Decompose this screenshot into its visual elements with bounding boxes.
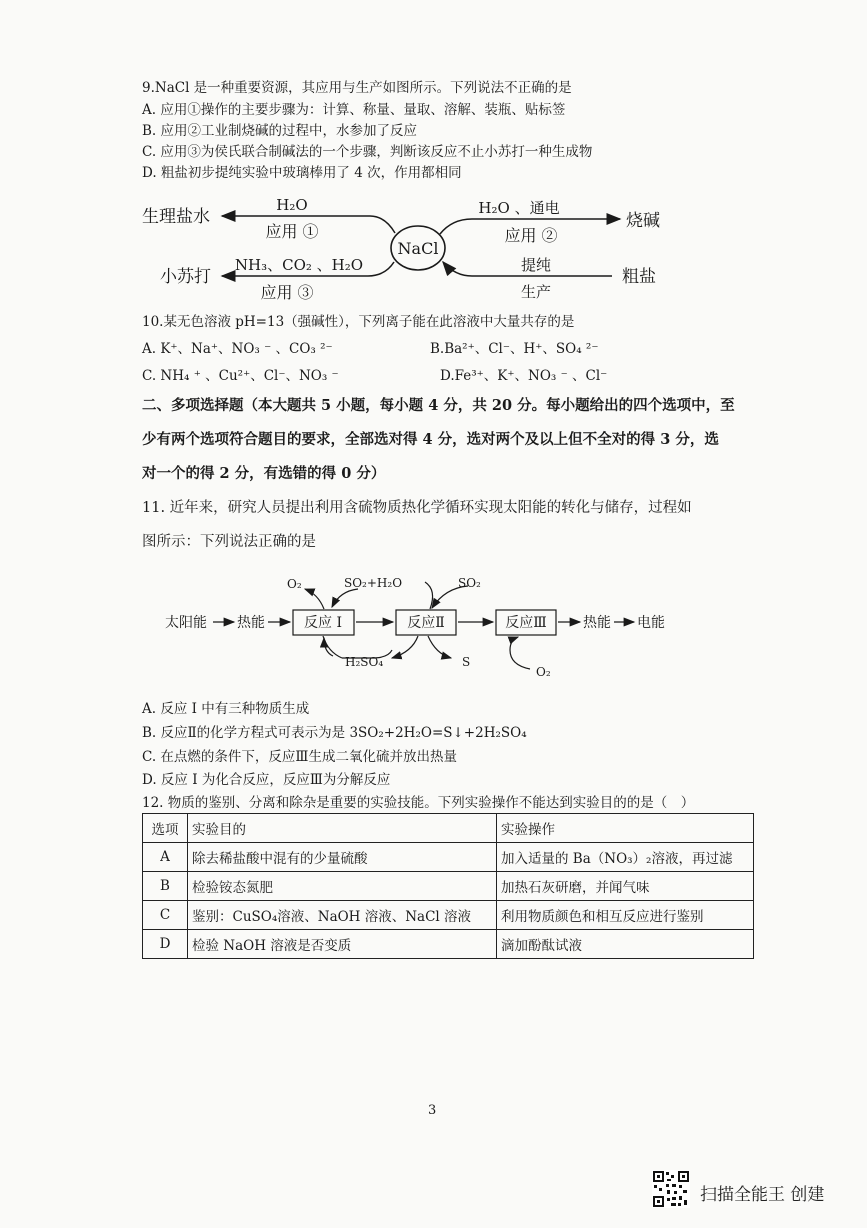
o2-reactant: O₂ [536,665,551,679]
q11-option-a: A. 反应 I 中有三种物质生成 [142,701,310,717]
q11-stem-line1: 11. 近年来，研究人员提出利用含硫物质热化学循环实现太阳能的转化与储存，过程如 [142,500,692,516]
crude-salt-source: 粗盐 [622,267,656,287]
q11-option-d: D. 反应 I 为化合反应，反应Ⅲ为分解反应 [142,772,391,788]
q9-option-b: B. 应用②工业制烧碱的过程中，水参加了反应 [142,123,418,139]
heat-energy-2: 热能 [583,615,611,631]
row-option: B [143,872,188,901]
q10-option-a: A. K⁺、Na⁺、NO₃ ⁻ 、CO₃ ²⁻ [142,341,333,357]
q9-stem: 9.NaCl 是一种重要资源，其应用与生产如图所示。下列说法不正确的是 [142,80,572,96]
row-operation: 滴加酚酞试液 [497,930,754,959]
o2-product: O₂ [287,577,302,591]
row-operation: 加入适量的 Ba（NO₃）₂溶液，再过滤 [497,843,754,872]
q11-option-c: C. 在点燃的条件下，反应Ⅲ生成二氧化硫并放出热量 [142,749,457,765]
page-number: 3 [428,1103,437,1118]
table-row [143,872,754,901]
q12-stem: 12. 物质的鉴别、分离和除杂是重要的实验技能。下列实验操作不能达到实验目的的是（ ） [142,795,695,811]
arrow-r2-to-s [428,636,451,658]
section2-line1: 二、多项选择题（本大题共 5 小题，每小题 4 分，共 20 分。每小题给出的四个选项中，至 [142,397,735,414]
row-operation: 加热石灰研磨，并闻气味 [497,872,754,901]
q10-option-d: D.Fe³⁺、K⁺、NO₃ ⁻ 、Cl⁻ [440,368,608,384]
row-option: C [143,901,188,930]
q9-option-a: A. 应用①操作的主要步骤为：计算、称量、量取、溶解、装瓶、贴标签 [142,102,566,118]
arrow-r1-to-o2 [305,589,324,609]
header-purpose: 实验目的 [188,814,497,843]
table-header-row [143,814,754,843]
caustic-soda-product: 烧碱 [626,211,660,231]
reaction-2-label: 反应Ⅱ [407,615,445,631]
scanner-watermark: 扫描全能王 创建 [700,1185,825,1205]
row-option: D [143,930,188,959]
reaction-3-label: 反应Ⅲ [505,615,547,631]
reaction-1-label: 反应 I [304,615,342,631]
section2-line2: 少有两个选项符合题目的要求，全部选对得 4 分，选对两个及以上但不全对的得 3 分，选 [142,431,719,448]
row-purpose: 除去稀盐酸中混有的少量硫酸 [188,843,497,872]
heat-energy-1: 热能 [237,615,265,631]
q12-table [142,813,754,959]
so2-h2o-label: SO₂+H₂O [344,576,403,590]
q10-stem: 10.某无色溶液 pH=13（强碱性），下列离子能在此溶液中大量共存的是 [142,314,575,330]
header-option: 选项 [143,814,188,843]
solar-energy: 太阳能 [165,615,207,631]
table-row [143,843,754,872]
baking-soda-product: 小苏打 [160,267,211,287]
nacl-diagram [0,0,867,320]
caustic-soda-reagent: H₂O 、通电 [478,199,560,217]
application-1-label: 应用 ① [265,222,319,241]
arrow-o2-to-r3 [510,637,530,669]
application-3-label: 应用 ③ [260,283,314,302]
q11-option-b: B. 反应Ⅱ的化学方程式可表示为是 3SO₂+2H₂O=S↓+2H₂SO₄ [142,725,527,741]
sulfur-cycle-diagram [0,560,867,690]
row-purpose: 检验 NaOH 溶液是否变质 [188,930,497,959]
saline-product: 生理盐水 [142,207,210,227]
so2-reactant: SO₂ [458,576,481,590]
application-2-label: 应用 ② [504,226,558,245]
table-row [143,930,754,959]
arrow-r2-products-to-r1 [332,589,358,607]
qr-code-icon [652,1170,690,1208]
purify-label: 提纯 [520,256,552,274]
q11-stem-line2: 图所示：下列说法正确的是 [142,534,316,550]
q9-option-c: C. 应用③为侯氏联合制碱法的一个步骤，判断该反应不止小苏打一种生成物 [142,144,593,160]
table-row [143,901,754,930]
saline-reagent: H₂O [276,196,308,214]
q9-option-d: D. 粗盐初步提纯实验中玻璃棒用了 4 次，作用都相同 [142,165,462,181]
h2so4-label: H₂SO₄ [345,655,384,669]
produce-label: 生产 [520,283,552,301]
arrow-r2-to-h2so4 [392,636,418,658]
header-operation: 实验操作 [497,814,754,843]
nacl-label: NaCl [397,239,439,258]
row-operation: 利用物质颜色和相互反应进行鉴别 [497,901,754,930]
row-purpose: 检验铵态氮肥 [188,872,497,901]
s-label: S [462,655,471,669]
arrow-r2-products-from [425,582,433,609]
row-purpose: 鉴别：CuSO₄溶液、NaOH 溶液、NaCl 溶液 [188,901,497,930]
row-option: A [143,843,188,872]
q10-option-c: C. NH₄ ⁺ 、Cu²⁺、Cl⁻、NO₃ ⁻ [142,368,339,384]
section2-line3: 对一个的得 2 分，有选错的得 0 分） [142,465,386,482]
q10-option-b: B.Ba²⁺、Cl⁻、H⁺、SO₄ ²⁻ [430,341,599,357]
electric-energy: 电能 [637,615,665,631]
baking-soda-reagent: NH₃、CO₂ 、H₂O [234,256,364,274]
